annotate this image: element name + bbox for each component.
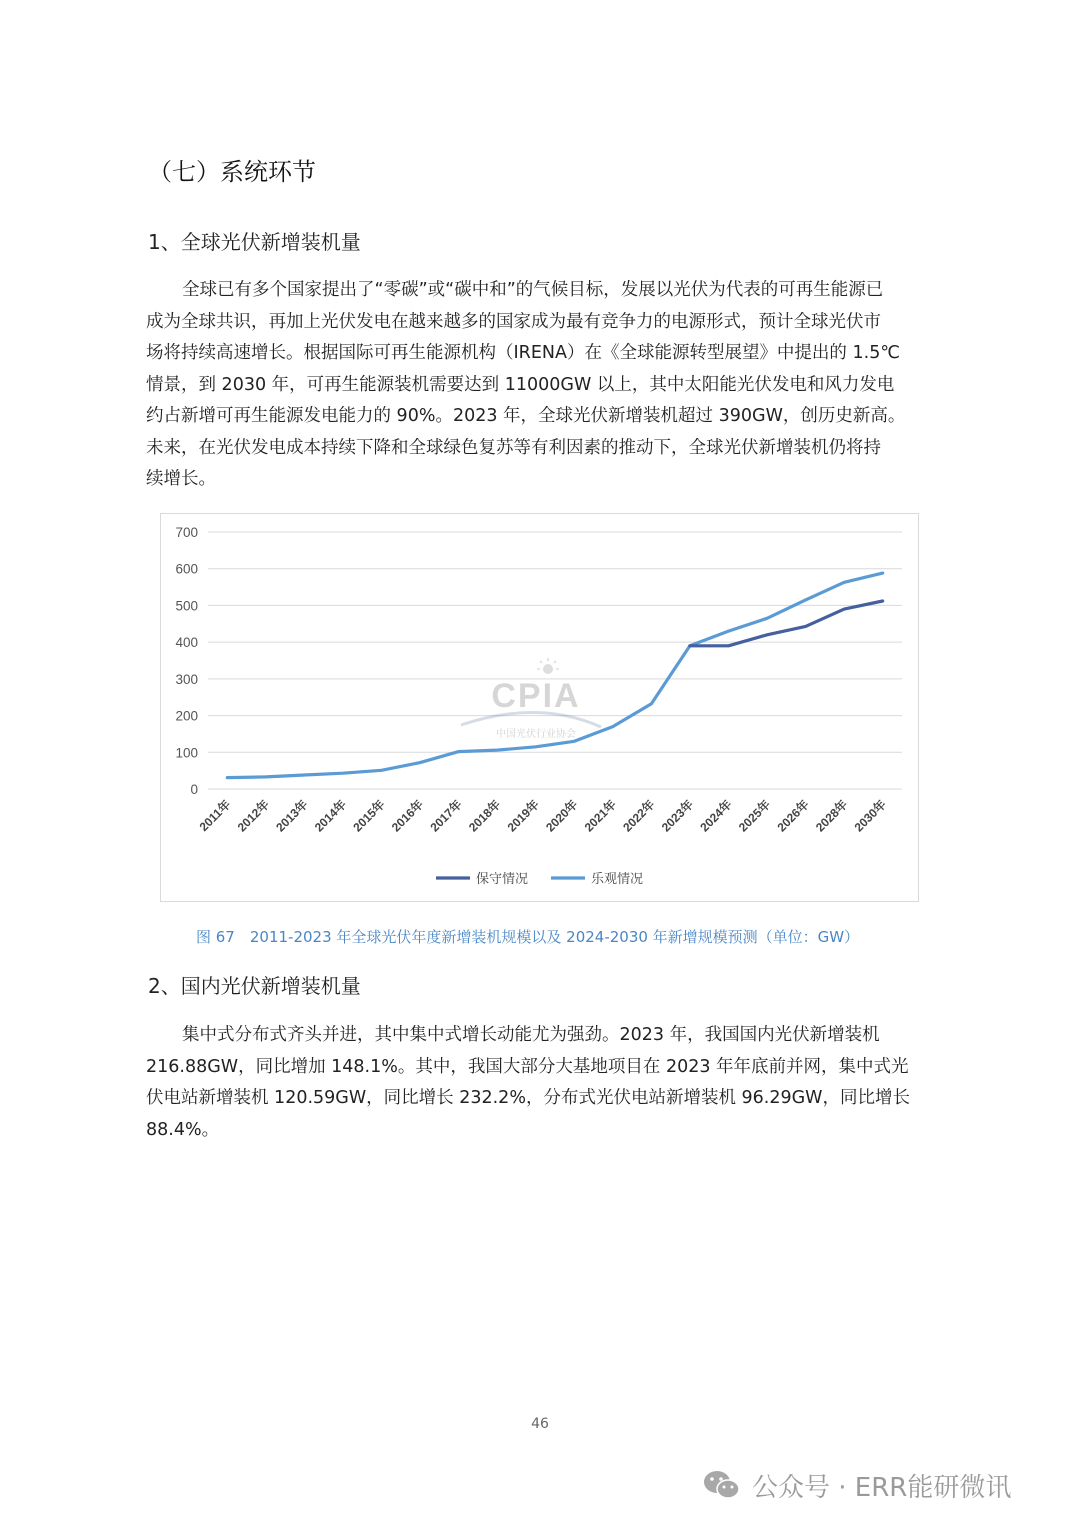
legend-label: 乐观情况: [591, 872, 644, 887]
paragraph-line: 约占新增可再生能源发电能力的 90%。2023 年，全球光伏新增装机超过 390GW，创历史新高。: [146, 406, 906, 426]
paragraph-line: 未来，在光伏发电成本持续下降和全球绿色复苏等有利因素的推动下，全球光伏新增装机仍将持: [146, 437, 881, 458]
y-tick-label: 500: [175, 598, 198, 614]
paragraph-line: 成为全球共识，再加上光伏发电在越来越多的国家成为最有竞争力的电源形式，预计全球光伏市: [146, 311, 881, 332]
y-tick-label: 700: [175, 525, 198, 540]
paragraph-line: 集中式分布式齐头并进，其中集中式增长动能尤为强劲。2023 年，我国国内光伏新增装机: [182, 1025, 880, 1045]
page-number: 46: [531, 1416, 549, 1432]
x-tick-label: 2030年: [851, 797, 889, 835]
sun-icon: [537, 658, 559, 674]
figure-caption: 图 67 2011-2023 年全球光伏年度新增装机规模以及 2024-2030 年新增规模预测（单位：GW）: [196, 928, 860, 946]
chart-frame: [160, 513, 919, 902]
y-tick-label: 0: [190, 782, 198, 797]
paragraph-line: 88.4%。: [146, 1119, 220, 1140]
y-tick-label: 600: [175, 561, 198, 577]
paragraph-line: 情景，到 2030 年，可再生能源装机需要达到 11000GW 以上，其中太阳能光伏发电和风力发电: [146, 374, 895, 395]
x-tick-label: 2022年: [620, 797, 658, 835]
paragraph-global-pv: [146, 275, 946, 496]
line-chart: [161, 514, 920, 903]
x-tick-label: 2012年: [234, 797, 272, 835]
paragraph-domestic-pv: [146, 1020, 946, 1146]
x-tick-label: 2015年: [350, 797, 388, 835]
x-tick-label: 2019年: [504, 797, 542, 835]
x-tick-label: 2023年: [658, 797, 697, 835]
x-tick-label: 2017年: [427, 797, 465, 835]
x-tick-label: 2014年: [311, 797, 350, 835]
subheading-domestic-pv: 2、国内光伏新增装机量: [148, 974, 361, 998]
y-tick-label: 200: [175, 708, 198, 724]
watermark-text: 公众号 · ERR能研微讯: [752, 1472, 1012, 1503]
paragraph-line: 全球已有多个国家提出了“零碳”或“碳中和”的气候目标，发展以光伏为代表的可再生能源已: [182, 280, 884, 300]
x-tick-label: 2026年: [774, 797, 812, 835]
footer-watermark: [702, 1465, 1011, 1505]
section-heading: （七）系统环节: [148, 158, 316, 186]
y-tick-label: 300: [175, 671, 198, 687]
y-tick-label: 400: [175, 635, 198, 651]
watermark-logo-text: CPIA: [491, 677, 581, 715]
paragraph-line: 216.88GW，同比增加 148.1%。其中，我国大部分大基地项目在 2023 年年底前并网，集中式光: [146, 1056, 909, 1077]
paragraph-line: 场将持续高速增长。根据国际可再生能源机构（IRENA）在《全球能源转型展望》中提出的 1.5℃: [146, 343, 900, 363]
y-tick-label: 100: [175, 745, 198, 761]
x-tick-label: 2013年: [273, 797, 311, 835]
x-tick-label: 2018年: [466, 797, 504, 835]
cpia-watermark: [461, 658, 601, 740]
series-line: [227, 573, 882, 778]
wechat-icon: [702, 1468, 742, 1502]
subheading-global-pv: 1、全球光伏新增装机量: [148, 230, 361, 254]
legend-label: 保守情况: [476, 872, 529, 887]
x-tick-label: 2025年: [735, 797, 774, 835]
x-tick-label: 2016年: [388, 797, 427, 835]
x-tick-label: 2024年: [697, 797, 735, 835]
x-tick-label: 2028年: [813, 797, 851, 835]
x-tick-label: 2021年: [581, 797, 619, 835]
paragraph-line: 伏电站新增装机 120.59GW，同比增长 232.2%，分布式光伏电站新增装机 96.29GW，同比增长: [146, 1088, 910, 1108]
paragraph-line: 续增长。: [146, 469, 216, 489]
watermark-subtitle: 中国光伏行业协会: [496, 729, 576, 740]
x-tick-label: 2011年: [196, 797, 234, 835]
x-tick-label: 2020年: [543, 797, 581, 835]
